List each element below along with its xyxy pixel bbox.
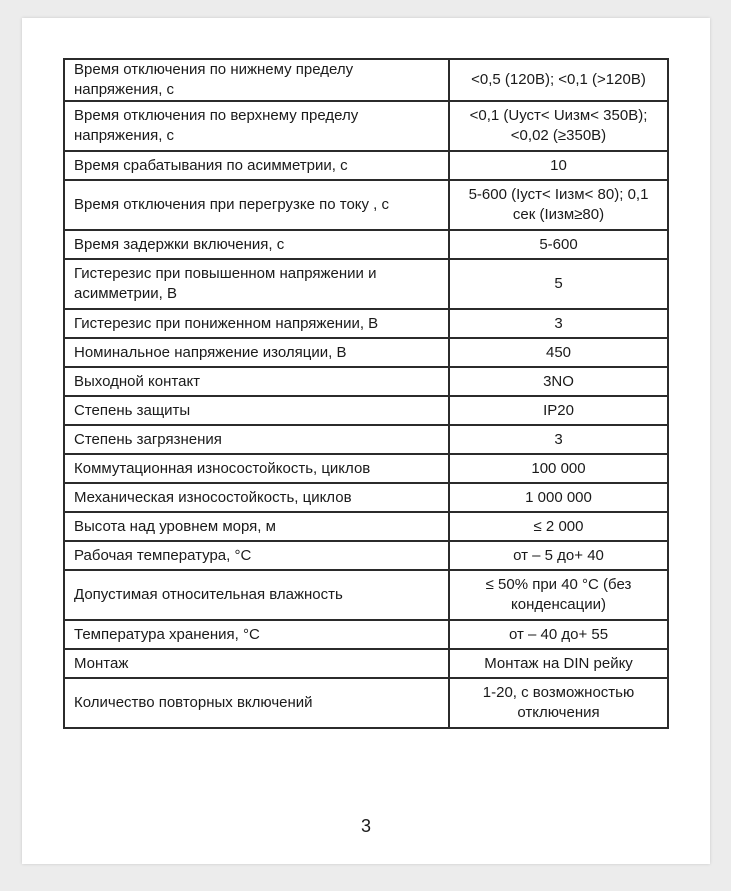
value-cell: 5-600 — [449, 230, 668, 259]
parameter-cell: Рабочая температура, °C — [64, 541, 449, 570]
parameter-cell: Количество повторных включений — [64, 678, 449, 728]
value-cell: 3 — [449, 425, 668, 454]
value-cell: 3NO — [449, 367, 668, 396]
value-cell: 100 000 — [449, 454, 668, 483]
table-row — [64, 678, 668, 728]
table-row — [64, 570, 668, 620]
value-cell: <0,1 (Uуст< Uизм< 350В); <0,02 (≥350В) — [449, 101, 668, 151]
table-row — [64, 259, 668, 309]
value-cell: <0,5 (120В); <0,1 (>120В) — [449, 59, 668, 101]
parameter-cell: Гистерезис при пониженном напряжении, В — [64, 309, 449, 338]
parameter-cell: Коммутационная износостойкость, циклов — [64, 454, 449, 483]
table-row — [64, 101, 668, 151]
value-cell: от – 40 до+ 55 — [449, 620, 668, 649]
table-row — [64, 396, 668, 425]
specifications-table — [63, 58, 669, 729]
table-row — [64, 309, 668, 338]
table-row — [64, 59, 668, 101]
parameter-cell: Время срабатывания по асимметрии, с — [64, 151, 449, 180]
table-row — [64, 454, 668, 483]
table-row — [64, 367, 668, 396]
parameter-cell: Время отключения при перегрузке по току , с — [64, 180, 449, 230]
parameter-cell: Время отключения по верхнему пределу напряжения, с — [64, 101, 449, 151]
table-row — [64, 649, 668, 678]
value-cell: от – 5 до+ 40 — [449, 541, 668, 570]
parameter-cell: Степень загрязнения — [64, 425, 449, 454]
value-cell: 450 — [449, 338, 668, 367]
table-row — [64, 512, 668, 541]
value-cell: 3 — [449, 309, 668, 338]
table-row — [64, 425, 668, 454]
parameter-cell: Температура хранения, °C — [64, 620, 449, 649]
page-number: 3 — [360, 816, 371, 836]
value-cell: 10 — [449, 151, 668, 180]
value-cell: 5-600 (Iуст< Iизм< 80); 0,1 сек (Iизм≥80) — [449, 180, 668, 230]
table-row — [64, 483, 668, 512]
value-cell: ≤ 50% при 40 °C (без конденсации) — [449, 570, 668, 620]
parameter-cell: Степень защиты — [64, 396, 449, 425]
value-cell: IP20 — [449, 396, 668, 425]
table-row — [64, 180, 668, 230]
parameter-cell: Высота над уровнем моря, м — [64, 512, 449, 541]
value-cell: ≤ 2 000 — [449, 512, 668, 541]
parameter-cell: Допустимая относительная влажность — [64, 570, 449, 620]
table-row — [64, 151, 668, 180]
parameter-cell: Механическая износостойкость, циклов — [64, 483, 449, 512]
document-page — [22, 18, 710, 864]
parameter-cell: Время отключения по нижнему пределу напряжения, с — [64, 59, 449, 101]
value-cell: 5 — [449, 259, 668, 309]
parameter-cell: Номинальное напряжение изоляции, В — [64, 338, 449, 367]
parameter-cell: Монтаж — [64, 649, 449, 678]
parameter-cell: Время задержки включения, с — [64, 230, 449, 259]
table-row — [64, 338, 668, 367]
value-cell: 1 000 000 — [449, 483, 668, 512]
parameter-cell: Выходной контакт — [64, 367, 449, 396]
table-row — [64, 230, 668, 259]
parameter-cell: Гистерезис при повышенном напряжении и асимметрии, В — [64, 259, 449, 309]
table-row — [64, 620, 668, 649]
value-cell: 1-20, с возможностью отключения — [449, 678, 668, 728]
value-cell: Монтаж на DIN рейку — [449, 649, 668, 678]
table-row — [64, 541, 668, 570]
